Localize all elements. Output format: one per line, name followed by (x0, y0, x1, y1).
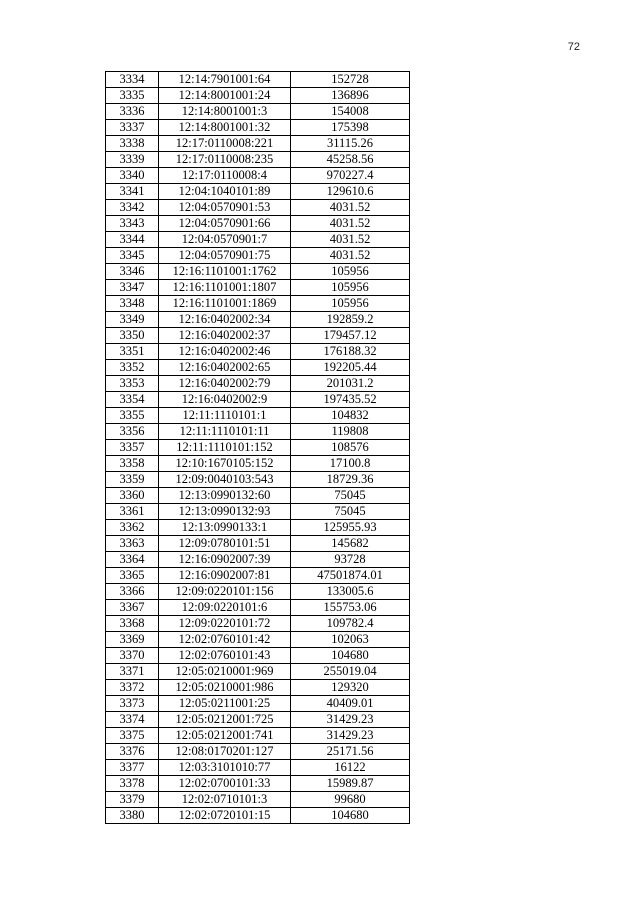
value-cell: 152728 (291, 72, 410, 88)
cadastral-number-cell: 12:17:0110008:221 (159, 136, 291, 152)
value-cell: 18729.36 (291, 472, 410, 488)
table-row (106, 152, 410, 168)
row-index-cell: 3371 (106, 664, 159, 680)
cadastral-number-cell: 12:02:0710101:3 (159, 792, 291, 808)
row-index-cell: 3352 (106, 360, 159, 376)
table-row (106, 808, 410, 824)
value-cell: 119808 (291, 424, 410, 440)
table-row (106, 648, 410, 664)
row-index-cell: 3362 (106, 520, 159, 536)
cadastral-number-cell: 12:05:0211001:25 (159, 696, 291, 712)
cadastral-number-cell: 12:13:0990133:1 (159, 520, 291, 536)
table-row (106, 120, 410, 136)
cadastral-number-cell: 12:13:0990132:93 (159, 504, 291, 520)
cadastral-number-cell: 12:04:0570901:53 (159, 200, 291, 216)
row-index-cell: 3361 (106, 504, 159, 520)
table-row (106, 744, 410, 760)
table-row (106, 296, 410, 312)
row-index-cell: 3346 (106, 264, 159, 280)
cadastral-number-cell: 12:03:3101010:77 (159, 760, 291, 776)
cadastral-number-cell: 12:05:0210001:986 (159, 680, 291, 696)
cadastral-number-cell: 12:04:0570901:7 (159, 232, 291, 248)
table-row (106, 184, 410, 200)
row-index-cell: 3358 (106, 456, 159, 472)
cadastral-number-cell: 12:16:1101001:1807 (159, 280, 291, 296)
row-index-cell: 3373 (106, 696, 159, 712)
table-row (106, 456, 410, 472)
cadastral-number-cell: 12:13:0990132:60 (159, 488, 291, 504)
value-cell: 104680 (291, 648, 410, 664)
row-index-cell: 3378 (106, 776, 159, 792)
cadastral-number-cell: 12:10:1670105:152 (159, 456, 291, 472)
value-cell: 192859.2 (291, 312, 410, 328)
value-cell: 133005.6 (291, 584, 410, 600)
row-index-cell: 3334 (106, 72, 159, 88)
row-index-cell: 3342 (106, 200, 159, 216)
row-index-cell: 3364 (106, 552, 159, 568)
row-index-cell: 3348 (106, 296, 159, 312)
cadastral-number-cell: 12:16:0902007:39 (159, 552, 291, 568)
row-index-cell: 3359 (106, 472, 159, 488)
cadastral-number-cell: 12:14:8001001:24 (159, 88, 291, 104)
cadastral-number-cell: 12:04:1040101:89 (159, 184, 291, 200)
table-row (106, 392, 410, 408)
cadastral-number-cell: 12:09:0220101:6 (159, 600, 291, 616)
cadastral-number-cell: 12:09:0780101:51 (159, 536, 291, 552)
row-index-cell: 3335 (106, 88, 159, 104)
cadastral-number-cell: 12:16:0402002:34 (159, 312, 291, 328)
cadastral-number-cell: 12:09:0220101:156 (159, 584, 291, 600)
value-cell: 16122 (291, 760, 410, 776)
row-index-cell: 3370 (106, 648, 159, 664)
table-row (106, 264, 410, 280)
row-index-cell: 3354 (106, 392, 159, 408)
value-cell: 4031.52 (291, 248, 410, 264)
cadastral-number-cell: 12:16:0402002:65 (159, 360, 291, 376)
value-cell: 175398 (291, 120, 410, 136)
value-cell: 255019.04 (291, 664, 410, 680)
row-index-cell: 3349 (106, 312, 159, 328)
table-row (106, 616, 410, 632)
value-cell: 129610.6 (291, 184, 410, 200)
row-index-cell: 3355 (106, 408, 159, 424)
cadastral-number-cell: 12:09:0220101:72 (159, 616, 291, 632)
cadastral-number-cell: 12:16:0402002:37 (159, 328, 291, 344)
table-row (106, 376, 410, 392)
cadastral-number-cell: 12:09:0040103:543 (159, 472, 291, 488)
table-row (106, 360, 410, 376)
cadastral-number-cell: 12:14:8001001:3 (159, 104, 291, 120)
table-row (106, 200, 410, 216)
cadastral-number-cell: 12:02:0720101:15 (159, 808, 291, 824)
cadastral-number-cell: 12:04:0570901:75 (159, 248, 291, 264)
row-index-cell: 3341 (106, 184, 159, 200)
table-row (106, 136, 410, 152)
row-index-cell: 3376 (106, 744, 159, 760)
cadastral-number-cell: 12:02:0700101:33 (159, 776, 291, 792)
table-row (106, 600, 410, 616)
value-cell: 15989.87 (291, 776, 410, 792)
value-cell: 31429.23 (291, 728, 410, 744)
table-row (106, 776, 410, 792)
value-cell: 45258.56 (291, 152, 410, 168)
cadastral-number-cell: 12:11:1110101:152 (159, 440, 291, 456)
row-index-cell: 3337 (106, 120, 159, 136)
table-row (106, 728, 410, 744)
table-row (106, 72, 410, 88)
row-index-cell: 3356 (106, 424, 159, 440)
value-cell: 176188.32 (291, 344, 410, 360)
table-row (106, 472, 410, 488)
row-index-cell: 3374 (106, 712, 159, 728)
row-index-cell: 3351 (106, 344, 159, 360)
cadastral-number-cell: 12:05:0212001:741 (159, 728, 291, 744)
cadastral-number-cell: 12:16:0402002:46 (159, 344, 291, 360)
row-index-cell: 3350 (106, 328, 159, 344)
row-index-cell: 3380 (106, 808, 159, 824)
table-row (106, 760, 410, 776)
value-cell: 47501874.01 (291, 568, 410, 584)
table-body (106, 72, 410, 824)
value-cell: 192205.44 (291, 360, 410, 376)
value-cell: 105956 (291, 280, 410, 296)
value-cell: 108576 (291, 440, 410, 456)
cadastral-number-cell: 12:14:7901001:64 (159, 72, 291, 88)
cadastral-number-cell: 12:08:0170201:127 (159, 744, 291, 760)
value-cell: 105956 (291, 296, 410, 312)
row-index-cell: 3336 (106, 104, 159, 120)
table-row (106, 280, 410, 296)
row-index-cell: 3367 (106, 600, 159, 616)
table-row (106, 568, 410, 584)
row-index-cell: 3344 (106, 232, 159, 248)
cadastral-number-cell: 12:16:0402002:79 (159, 376, 291, 392)
value-cell: 179457.12 (291, 328, 410, 344)
value-cell: 154008 (291, 104, 410, 120)
value-cell: 104832 (291, 408, 410, 424)
table-row (106, 168, 410, 184)
value-cell: 4031.52 (291, 232, 410, 248)
value-cell: 75045 (291, 488, 410, 504)
row-index-cell: 3368 (106, 616, 159, 632)
table-row (106, 680, 410, 696)
row-index-cell: 3339 (106, 152, 159, 168)
cadastral-number-cell: 12:05:0210001:969 (159, 664, 291, 680)
value-cell: 197435.52 (291, 392, 410, 408)
table-row (106, 440, 410, 456)
table-row (106, 664, 410, 680)
value-cell: 109782.4 (291, 616, 410, 632)
row-index-cell: 3340 (106, 168, 159, 184)
row-index-cell: 3347 (106, 280, 159, 296)
table-row (106, 632, 410, 648)
row-index-cell: 3365 (106, 568, 159, 584)
row-index-cell: 3372 (106, 680, 159, 696)
cadastral-number-cell: 12:04:0570901:66 (159, 216, 291, 232)
cadastral-number-cell: 12:14:8001001:32 (159, 120, 291, 136)
table-row (106, 328, 410, 344)
cadastral-number-cell: 12:16:0402002:9 (159, 392, 291, 408)
row-index-cell: 3360 (106, 488, 159, 504)
table-row (106, 232, 410, 248)
row-index-cell: 3343 (106, 216, 159, 232)
row-index-cell: 3375 (106, 728, 159, 744)
cadastral-number-cell: 12:02:0760101:43 (159, 648, 291, 664)
cadastral-number-cell: 12:05:0212001:725 (159, 712, 291, 728)
row-index-cell: 3377 (106, 760, 159, 776)
value-cell: 93728 (291, 552, 410, 568)
cadastral-number-cell: 12:16:1101001:1869 (159, 296, 291, 312)
table-row (106, 792, 410, 808)
value-cell: 4031.52 (291, 200, 410, 216)
table-row (106, 520, 410, 536)
value-cell: 155753.06 (291, 600, 410, 616)
cadastral-number-cell: 12:16:0902007:81 (159, 568, 291, 584)
row-index-cell: 3363 (106, 536, 159, 552)
value-cell: 102063 (291, 632, 410, 648)
table-row (106, 504, 410, 520)
table-row (106, 248, 410, 264)
value-cell: 129320 (291, 680, 410, 696)
table-row (106, 712, 410, 728)
table-row (106, 344, 410, 360)
table-row (106, 552, 410, 568)
row-index-cell: 3366 (106, 584, 159, 600)
value-cell: 105956 (291, 264, 410, 280)
data-table (105, 71, 410, 824)
value-cell: 145682 (291, 536, 410, 552)
row-index-cell: 3379 (106, 792, 159, 808)
table-row (106, 696, 410, 712)
page-number: 72 (567, 41, 580, 53)
row-index-cell: 3345 (106, 248, 159, 264)
table-row (106, 104, 410, 120)
table-row (106, 88, 410, 104)
table-row (106, 536, 410, 552)
value-cell: 970227.4 (291, 168, 410, 184)
cadastral-number-cell: 12:11:1110101:11 (159, 424, 291, 440)
value-cell: 75045 (291, 504, 410, 520)
value-cell: 31115.26 (291, 136, 410, 152)
table-row (106, 424, 410, 440)
table-row (106, 488, 410, 504)
value-cell: 25171.56 (291, 744, 410, 760)
value-cell: 4031.52 (291, 216, 410, 232)
row-index-cell: 3353 (106, 376, 159, 392)
table-row (106, 584, 410, 600)
row-index-cell: 3338 (106, 136, 159, 152)
table-row (106, 312, 410, 328)
cadastral-number-cell: 12:02:0760101:42 (159, 632, 291, 648)
value-cell: 99680 (291, 792, 410, 808)
value-cell: 201031.2 (291, 376, 410, 392)
table-row (106, 216, 410, 232)
value-cell: 136896 (291, 88, 410, 104)
cadastral-number-cell: 12:17:0110008:4 (159, 168, 291, 184)
value-cell: 31429.23 (291, 712, 410, 728)
row-index-cell: 3369 (106, 632, 159, 648)
value-cell: 104680 (291, 808, 410, 824)
cadastral-number-cell: 12:11:1110101:1 (159, 408, 291, 424)
table-row (106, 408, 410, 424)
value-cell: 40409.01 (291, 696, 410, 712)
value-cell: 17100.8 (291, 456, 410, 472)
value-cell: 125955.93 (291, 520, 410, 536)
cadastral-number-cell: 12:17:0110008:235 (159, 152, 291, 168)
cadastral-number-cell: 12:16:1101001:1762 (159, 264, 291, 280)
row-index-cell: 3357 (106, 440, 159, 456)
